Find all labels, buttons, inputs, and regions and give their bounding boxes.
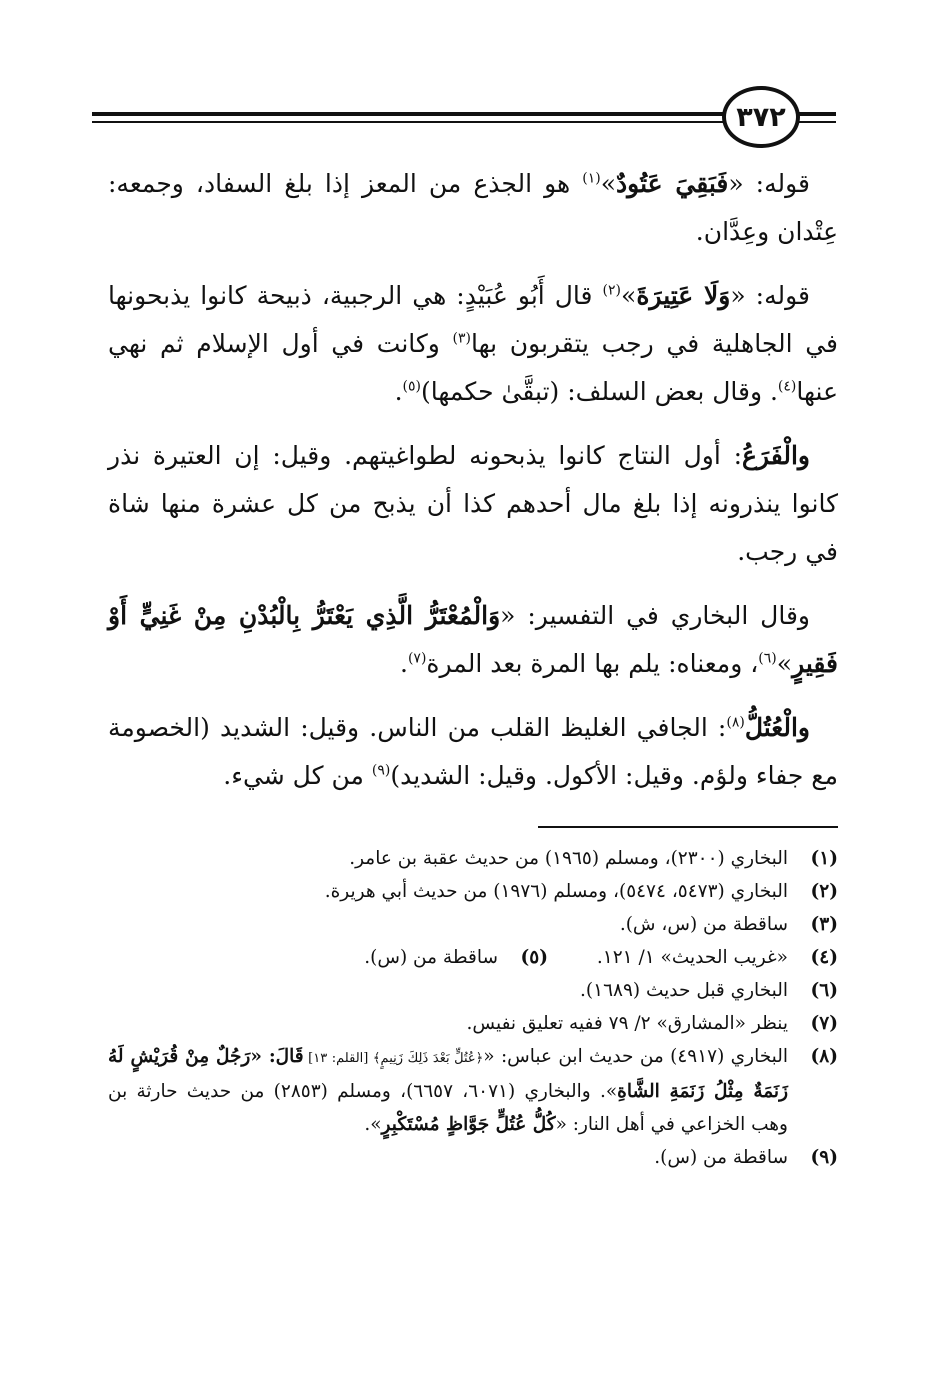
footnotes — [108, 842, 838, 1174]
footnote-separator — [538, 826, 838, 828]
footnote-8 — [108, 1040, 838, 1141]
defined-term: والْفَرَعُ — [742, 441, 810, 470]
footnote-text: البخاري (٢٣٠٠)، ومسلم (١٩٦٥) من حديث عقبة بن عامر. — [349, 848, 788, 869]
footnote-ref: (٧) — [407, 650, 427, 667]
text-run: قوله: « — [730, 281, 810, 310]
footnote-ref: (٤) — [777, 378, 797, 395]
footnote-text: «غريب الحديث» ١/ ١٢١. — [596, 947, 788, 968]
footnote-3 — [108, 908, 838, 941]
text-run: . وقال بعض السلف: (تبقَّىٰ حكمها) — [421, 377, 778, 406]
hadith-quote: رَجُلٌ مِنْ قُرَيْشٍ لَهُ زَنَمَةٌ مِثْلُ زَنَمَةِ الشَّاةِ — [108, 1046, 789, 1102]
footnote-text: ساقطة من (س). — [654, 1147, 788, 1168]
footnote-ref: (٦) — [758, 650, 777, 667]
footnote-text: ساقطة من (س، ش). — [619, 914, 788, 935]
text-run: ». — [364, 1114, 382, 1135]
text-run: ، ومعناه: يلم بها المرة بعد المرة — [426, 649, 759, 678]
footnote-number: (٤) — [810, 947, 838, 968]
footnote-2 — [108, 875, 838, 908]
footnote-text — [108, 1040, 788, 1141]
text-run: قَالَ: « — [250, 1046, 304, 1067]
main-body — [108, 160, 838, 816]
footnote-1 — [108, 842, 838, 875]
text-run: وقال البخاري في التفسير: « — [500, 601, 810, 630]
paragraph-4 — [108, 592, 838, 688]
text-run: » — [600, 169, 617, 198]
paragraph-3 — [108, 432, 838, 576]
text-run: هو الجذع من المعز إذا بلغ السفاد، وجمعه: عِتْدان وعِدَّان. — [108, 169, 838, 246]
footnote-text: البخاري (٥٤٧٣، ٥٤٧٤)، ومسلم (١٩٧٦) من حديث أبي هريرة. — [324, 881, 788, 902]
footnote-row-4-5 — [108, 941, 838, 974]
text-run: » — [621, 281, 637, 310]
footnote-ref: (١) — [582, 170, 601, 187]
footnote-number: (٩) — [810, 1147, 838, 1168]
footnote-number: (٣) — [810, 914, 838, 935]
page-header — [0, 0, 951, 160]
footnote-number: (٨) — [810, 1046, 838, 1067]
paragraph-2 — [108, 272, 838, 416]
footnote-text: ينظر «المشارق» ٢/ ٧٩ ففيه تعليق نفيس. — [466, 1013, 788, 1034]
hadith-quote: فَبَقِيَ عَتُودٌ — [616, 169, 729, 198]
defined-term: والْعُتُلُّ — [744, 713, 810, 742]
hadith-quote: كُلُّ عُتُلٍّ جَوَّاظٍ مُسْتَكْبِرٍ — [381, 1114, 556, 1135]
header-rule-ornament — [0, 0, 951, 160]
quran-verse: ﴿عُتُلٍّ بَعْدَ ذَلِكَ زَنِيمٍ﴾ — [372, 1051, 484, 1066]
text-run: من كل شيء. — [223, 761, 372, 790]
text-run: » — [776, 649, 793, 678]
text-run: . — [394, 377, 403, 406]
hadith-quote: وَلَا عَتِيرَةَ — [636, 281, 731, 310]
footnote-ref: (٣) — [452, 330, 472, 347]
footnote-text: البخاري قبل حديث (١٦٨٩). — [580, 980, 788, 1001]
text-run: . — [399, 649, 408, 678]
text-run: قوله: « — [728, 169, 810, 198]
footnote-7 — [108, 1007, 838, 1040]
text-run: وكانت في أول الإسلام ثم نهي عنها — [108, 329, 838, 406]
quran-quote: وَالْمُعْتَرُّ الَّذِي يَعْتَرُّ بِالْبُدْنِ مِنْ غَنِيٍّ أَوْ فَقِيرٍ — [108, 601, 838, 678]
verse-reference: [القلم: ١٣] — [303, 1051, 373, 1066]
footnote-ref: (٨) — [726, 714, 745, 731]
footnote-6 — [108, 974, 838, 1007]
footnote-4 — [548, 941, 838, 974]
footnote-ref: (٩) — [371, 762, 391, 779]
page-number: ٣٧٢ — [722, 86, 800, 148]
footnote-number: (٢) — [810, 881, 838, 902]
footnote-text: ساقطة من (س). — [364, 947, 498, 968]
text-run: : الجافي الغليظ القلب من الناس. وقيل: الشديد (الخصومة مع جفاء ولؤم. وقيل: الأكول. وقيل: الشديد) — [108, 713, 838, 790]
footnote-number: (٧) — [810, 1013, 838, 1034]
paragraph-1 — [108, 160, 838, 256]
footnote-ref: (٥) — [402, 378, 421, 395]
text-run: قال أَبُو عُبَيْدٍ: هي الرجبية، ذبيحة كانوا يذبحونها في الجاهلية في رجب يتقربون بها — [108, 281, 839, 358]
footnote-number: (١) — [810, 848, 838, 869]
footnote-ref: (٢) — [602, 282, 622, 299]
text-run: البخاري (٤٩١٧) من حديث ابن عباس: « — [483, 1046, 789, 1067]
text-run: ». والبخاري (٦٠٧١، ٦٦٥٧)، ومسلم (٢٨٥٣) من حديث حارثة بن وهب الخزاعي في أهل النار: « — [108, 1081, 788, 1135]
text-run: : أول النتاج كانوا يذبحونه لطواغيتهم. وقيل: إن العتيرة نذر كانوا ينذرونه إذا بلغ مال أحدهم كذا أن يذبح من كل عشرة منها شاة في رجب. — [108, 441, 838, 566]
footnote-9 — [108, 1141, 838, 1174]
paragraph-5 — [108, 704, 838, 800]
footnote-number: (٦) — [810, 980, 838, 1001]
footnote-5 — [364, 941, 548, 974]
footnote-number: (٥) — [520, 947, 548, 968]
